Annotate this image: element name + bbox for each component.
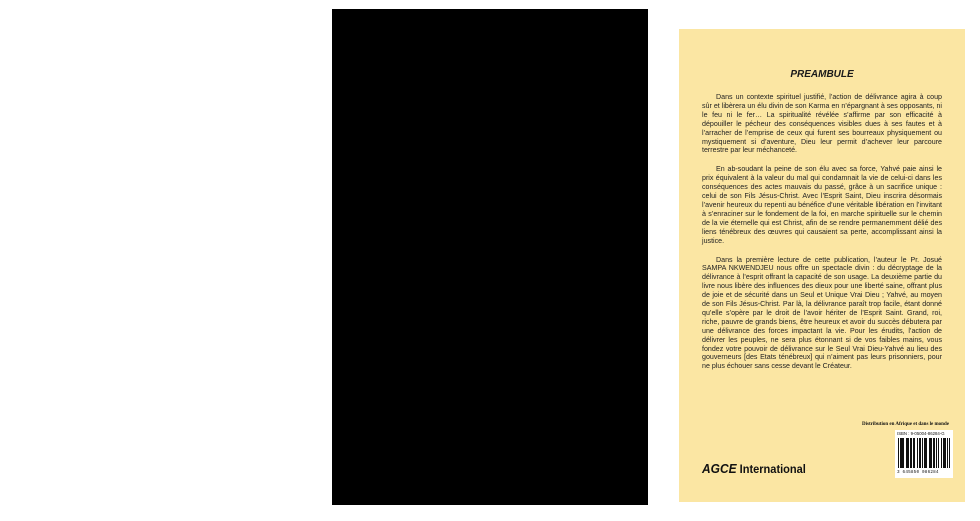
book-back-cover [332, 9, 949, 505]
barcode-bar [908, 438, 909, 468]
barcode-bar [914, 438, 915, 468]
barcode-bars [898, 438, 950, 468]
publisher-logo [702, 461, 806, 476]
preamble-text [702, 93, 942, 381]
paragraph: Dans un contexte spirituel justifié, l’action de délivrance agira à coup sûr et libèrera un élu divin de son Karma en n’épargnant à ses opposants, ni le feu ni le fer… La spiritualité révélée s’affirme par son efficacité à dépouiller le pécheur des conséquences visibles dues à ses fautes et à l’arracher de l’emprise de ceux qui furent ses bourreaux physiquement ou mystiquement si d’aventure, Dieu leur permit d’achever leur parcoure terrestre par leur méchanceté. [702, 93, 942, 155]
barcode-bar [931, 438, 932, 468]
paragraph: En ab-soudant la peine de son élu avec sa force, Yahvé paie ainsi le prix équivalent à la valeur du mal qui condamnait la vie de celui-ci dans les conséquences des actes mauvais du passé, grâce à un sacrifice unique : celui de son Fils Jésus-Christ. Avec l’Esprit Saint, Dieu inscrira désormais l’avenir heureux du repenti au bénéfice d’une véritable libération en l’invitant à s’enraciner sur le fondement de la foi, en marche spirituelle sur le chemin de la vie éternelle qui est Christ, afin de se rendre permanemment délié des liens ténébreux des œuvres qui causaient sa perte, accomplissant ainsi la justice. [702, 165, 942, 245]
barcode-bar [922, 438, 923, 468]
cover-page [679, 29, 965, 502]
barcode-bar [949, 438, 950, 468]
distribution-note: Distribution en Afrique et dans le monde [862, 422, 949, 427]
barcode-bar [934, 438, 935, 468]
barcode-bar [941, 438, 942, 468]
page-title: PREAMBULE [790, 69, 854, 80]
publisher-brand: AGCE [702, 461, 737, 476]
barcode [895, 430, 953, 478]
barcode-bar [903, 438, 904, 468]
barcode-bar [947, 438, 948, 468]
barcode-bar [938, 438, 939, 468]
isbn-label: ISBN : 9-05004-86284-G [897, 431, 945, 436]
publisher-name: International [739, 462, 806, 476]
barcode-digits: 3 645850 086284 [897, 470, 939, 475]
barcode-bar [926, 438, 927, 468]
paragraph: Dans la première lecture de cette publication, l’auteur le Pr. Josué SAMPA NKWENDJEU nous offre un spectacle divin : du décryptage de la délivrance à l’esprit offrant la capacité de son usage. La deuxième partie du livre nous libère des influences des dieux pour une liberté saine, offrant plus de joie et de sécurité dans un Seul et Unique Vrai Dieu ; Yahvé, au moyen de son Fils Jésus-Christ. Par là, la délivrance paraît trop facile, étant donné qu’elle s’opère par le droit de l’avoir hériter de l’Esprit Saint. Grand, roi, riche, pauvre de grands biens, être heureux et avoir du succès débutera par une délivrance des forces impactant la vie. Pour les érudits, l’action de délivrer les peuples, ne sera plus étonnant si de vos faibles mains, vous fondez votre pouvoir de délivrance sur le Seul Vrai Dieu-Yahvé au lieu des gouverneurs [des Etats ténébreux] qui n’aiment pas leurs prisonniers, pour ne plus échouer sans cesse devant le Créateur. [702, 255, 942, 371]
